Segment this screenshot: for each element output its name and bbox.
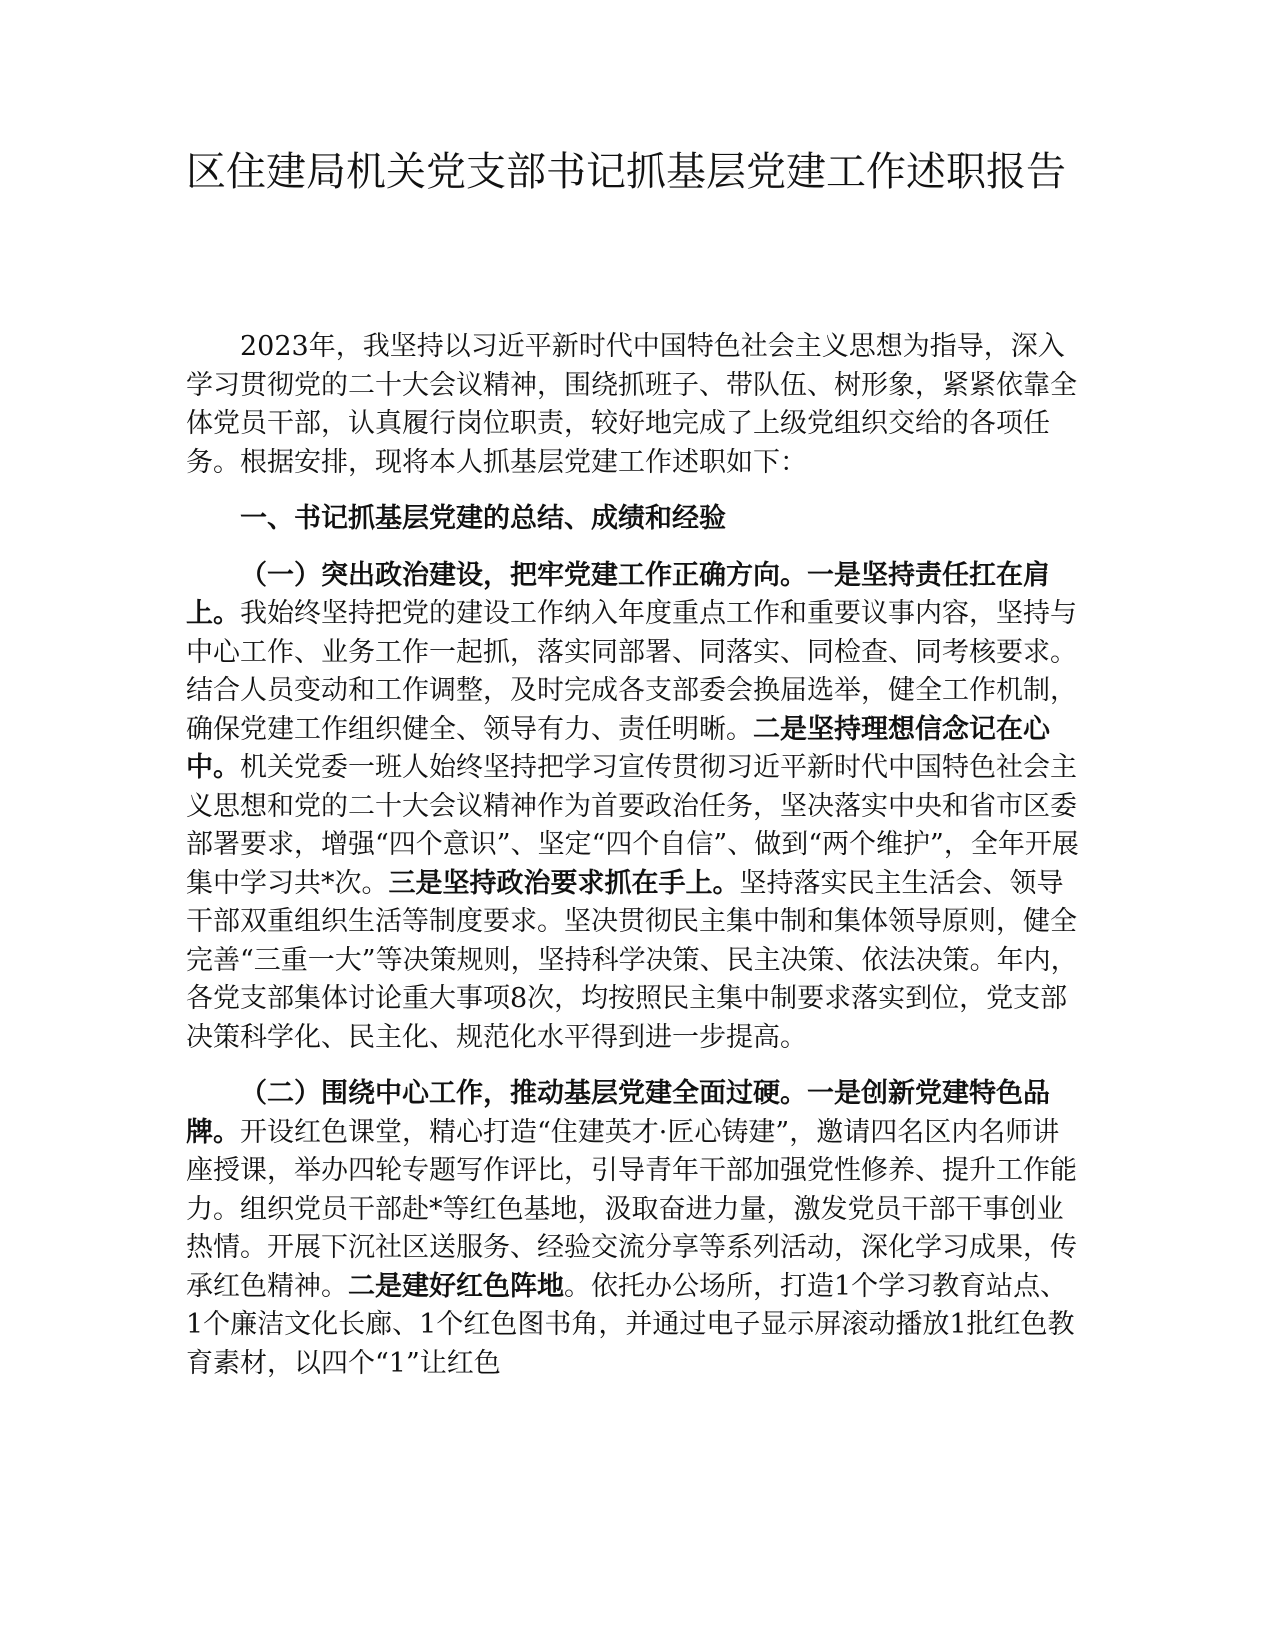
- document-body: [186, 328, 1079, 1383]
- paragraph-central-work: [186, 1075, 1079, 1383]
- body-text: 坚持落实民主生活会、领导干部双重组织生活等制度要求。坚决贯彻民主集中制和集体领导原则，健全完善“三重一大”等决策规则，坚持科学决策、民主决策、依法决策。年内，各党支部集体讨论重大事项8次，均按照民主集中制要求落实到位，党支部决策科学化、民主化、规范化水平得到进一步提高。: [186, 867, 1078, 1053]
- document-title: 区住建局机关党支部书记抓基层党建工作述职报告: [186, 149, 1066, 195]
- paragraph-political-building: [186, 557, 1079, 1058]
- bold-lead: 三是坚持政治要求抓在手上。: [388, 867, 740, 899]
- bold-lead: （二）围绕中心工作，推动基层党建全面过硬。一是创新党建特色品牌。: [186, 1078, 1050, 1148]
- bold-lead: 二是建好红色阵地: [348, 1270, 564, 1302]
- section-heading: 一、书记抓基层党建的总结、成绩和经验: [240, 503, 726, 534]
- bold-lead: （一）突出政治建设，把牢党建工作正确方向。一是坚持责任扛在肩上。: [186, 559, 1050, 629]
- body-text: 机关党委一班人始终坚持把学习宣传贯彻习近平新时代中国特色社会主义思想和党的二十大会议精神作为首要政治任务，坚决落实中央和省市区委部署要求，增强“四个意识”、坚定“四个自信”、做到“两个维护”，全年开展集中学习共*次。: [186, 752, 1079, 899]
- bold-lead: 二是坚持理想信念记在心中。: [186, 713, 1050, 783]
- body-text: 我始终坚持把党的建设工作纳入年度重点工作和重要议事内容，坚持与中心工作、业务工作一起抓，落实同部署、同落实、同检查、同考核要求。结合人员变动和工作调整，及时完成各支部委会换届选举，健全工作机制，确保党建工作组织健全、领导有力、责任明晰。: [186, 598, 1077, 745]
- body-text: 。依托办公场所，打造1个学习教育站点、1个廉洁文化长廊、1个红色图书角，并通过电子显示屏滚动播放1批红色教育素材，以四个“1”让红色: [186, 1270, 1075, 1379]
- intro-paragraph: 2023年，我坚持以习近平新时代中国特色社会主义思想为指导，深入学习贯彻党的二十大会议精神，围绕抓班子、带队伍、树形象，紧紧依靠全体党员干部，认真履行岗位职责，较好地完成了上级党组织交给的各项任务。根据安排，现将本人抓基层党建工作述职如下：: [186, 331, 1077, 478]
- body-text: 开设红色课堂，精心打造“住建英才·匠心铸建”，邀请四名区内名师讲座授课，举办四轮专题写作评比，引导青年干部加强党性修养、提升工作能力。组织党员干部赴*等红色基地，汲取奋进力量，激发党员干部干事创业热情。开展下沉社区送服务、经验交流分享等系列活动，深化学习成果，传承红色精神。: [186, 1116, 1077, 1302]
